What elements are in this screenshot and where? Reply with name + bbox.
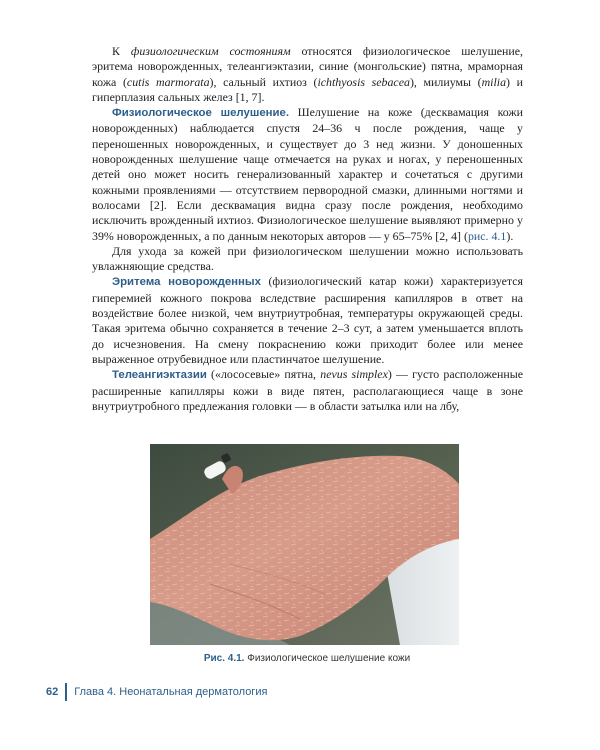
paragraph-telangiectasia — [92, 367, 523, 414]
chapter-title: Глава 4. Неонатальная дерматология — [74, 686, 268, 698]
figure-label: Рис. 4.1. — [203, 653, 245, 664]
text-run: ) — густо расположенные расширенные капилляры кожи в виде пятен, располагающиеся чаще в зоне внутриутробного предлежания головки — в области затылка или на лбу, — [92, 367, 524, 413]
section-term: Физиологическое шелушение. — [112, 107, 290, 120]
text-run: ) и гиперплазия сальных желез [1, 7]. — [92, 74, 524, 104]
latin-term: cutis marmorata — [126, 74, 210, 89]
skin-photo-illustration — [150, 444, 459, 645]
figure-caption-text: Физиологическое шелушение кожи — [247, 653, 411, 664]
section-term: Эритема новорожденных — [112, 276, 261, 289]
text-run: ). — [506, 228, 514, 243]
text-run: ), сальный ихтиоз ( — [209, 74, 318, 89]
text-run: относятся физиологическое шелушение, эритема новорожденных, телеангиэктазии, синие (монгольские) пятна, мраморная кожа ( — [92, 44, 523, 89]
section-term: Телеангиэктазии — [112, 369, 207, 382]
latin-term: ichthyosis sebacea — [317, 74, 410, 89]
figure-photo — [150, 444, 459, 645]
paragraph-intro — [92, 44, 523, 105]
page-footer — [46, 682, 267, 702]
latin-term: milia — [481, 74, 507, 89]
paragraph-care — [92, 244, 523, 275]
figure-caption — [92, 653, 522, 664]
text-run: (физиологический катар кожи) характеризуется гиперемией кожного покрова вследствие расширения капилляров в ответ на воздействие более низкой, чем внутриутробная, температуры окружающей среды. Такая эритема обычно сохраняется в течение 2–3 сут, а затем уменьшается вплоть до исчезновения. На смену покраснению кожи приходит более или менее выраженное отрубевидное или пластинчатое шелушение. — [92, 274, 523, 366]
latin-term: nevus simplex — [320, 367, 388, 382]
text-run: Для ухода за кожей при физиологическом шелушении можно использовать увлажняющие средства. — [92, 243, 523, 274]
figure-reference-link[interactable]: рис. 4.1 — [467, 228, 507, 243]
text-run: ), милиумы ( — [409, 74, 482, 89]
text-run: («лососевые» пятна, — [206, 367, 321, 382]
paragraph-newborn-erythema — [92, 274, 523, 367]
italic-term: физиологическим состояниям — [130, 44, 291, 58]
body-text — [92, 44, 523, 414]
text-run: К — [112, 44, 131, 58]
footer-divider — [65, 683, 67, 701]
text-run: Шелушение на коже (десквамация кожи новорожденных) наблюдается спустя 24–36 ч после рождения, чаще у переношенных новорожденных, и существует до 3 нед жизни. У доношенных новорожденных шелушение чаще отмечается на руках и ногах, у переношенных детей оно может носить генерализованный характер и сочетаться с другими кожными проявлениями — отсутствием первородной смазки, длинными ногтями и волосами [2]. Если десквамация видна сразу после рождения, необходимо исключить врожденный ихтиоз. Физиологическое шелушение выявляют примерно у 39% новорожденных, а по данным некоторых авторов — у 65–75% [2, 4] ( — [92, 105, 523, 243]
page-number: 62 — [46, 686, 59, 698]
paragraph-physiological-desquamation — [92, 105, 523, 244]
